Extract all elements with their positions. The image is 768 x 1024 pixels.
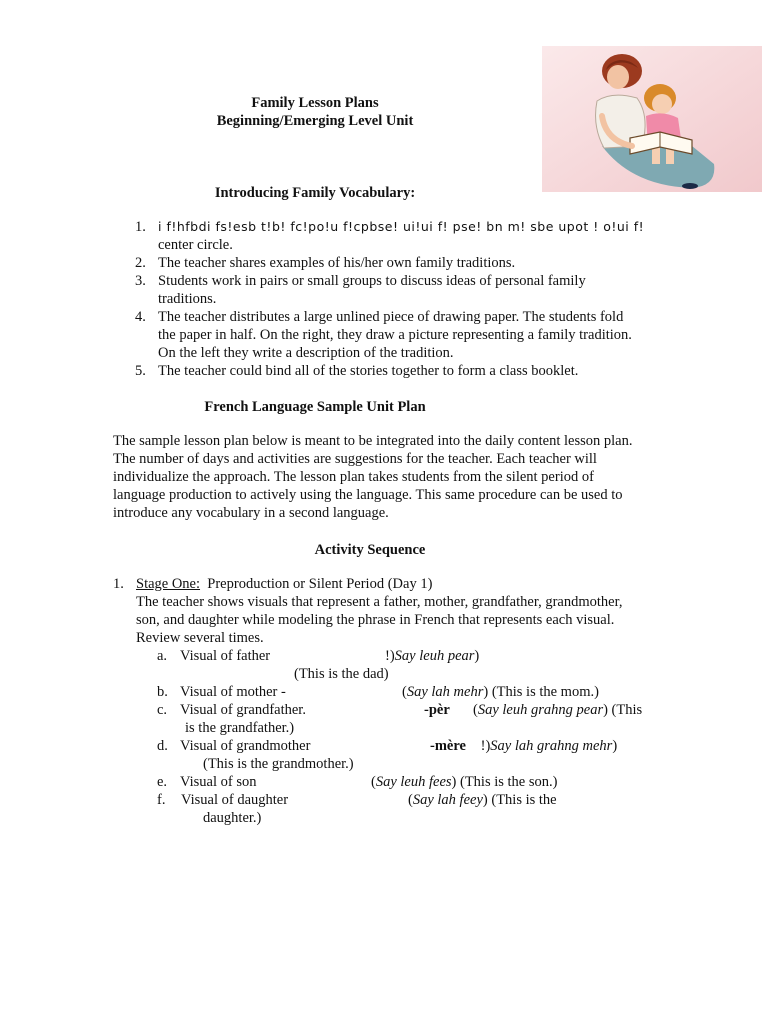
visual-f-translation: daughter.) [203,810,262,826]
list-item: 3. Students work in pairs or small groups to discuss ideas of personal family traditions. [135,273,586,307]
visual-d-french: -mère [430,738,466,754]
document-subtitle: Beginning/Emerging Level Unit [216,113,414,129]
list-item: 4. The teacher distributes a large unlined piece of drawing paper. The students fold the paper in half. On the right, they draw a picture representing a family tradition. On the left they write a description of the tradition. [135,309,632,361]
stage-description-block: The teacher shows visuals that represent a father, mother, grandfather, grandmother, son, and daughter while modeling the phrase in French that represents each visual. Review several times. [136,594,623,646]
visual-c-french: -pèr [424,702,450,718]
visual-a-label: a. [157,648,168,664]
stage-number: 1. [113,576,124,592]
visual-d-text: Visual of grandmother [180,738,311,754]
intro-paragraph: The sample lesson plan below is meant to be integrated into the daily content lesson plan. The number of days and activities are suggestions for the teacher. Each teacher will individualize the approach. The lesson plan takes students from the silent period of language production to actively using the language. This same procedure can be used to introduce any vocabulary in a second language. [113,433,633,521]
visual-b-text: Visual of mother - [180,684,286,700]
visual-d-translation: (This is the grandmother.) [203,756,354,772]
document-title: Family Lesson Plans [251,95,379,111]
list-item: 5. The teacher could bind all of the stories together to form a class booklet. [135,363,579,379]
visual-c-text: Visual of grandfather. [180,702,306,718]
stage-label: Stage One: [136,576,201,592]
list-item: 1. i f!hfbdi fs!esb t!b! fc!po!u f!cpbse! ui!ui f! pse! bn m! sbe upot ! o!ui f! center circle. [135,218,665,254]
visual-c-pronunciation: (Say leuh grahng pear) (This [473,702,643,718]
visual-a-text: Visual of father [180,648,271,664]
visual-a-translation: (This is the dad) [294,666,389,682]
vocabulary-steps-list [135,218,665,380]
list-item: 2. The teacher shares examples of his/her own family traditions. [135,255,516,271]
visual-e-pronunciation: (Say leuh fees) (This is the son.) [371,774,558,790]
garbled-step-text: i f!hfbdi fs!esb t!b! fc!po!u f!cpbse! ui!ui f! pse! bn m! sbe upot ! o!ui f! [158,219,645,234]
visual-b-pronunciation: (Say lah mehr) (This is the mom.) [402,684,599,700]
visual-f-pronunciation: (Say lah feey) (This is the [408,792,557,808]
stage-one-line [136,575,432,593]
visual-d-pronunciation: !)Say lah grahng mehr) [477,738,618,754]
section-heading-vocabulary: Introducing Family Vocabulary: [214,185,416,201]
stage-description: Preproduction or Silent Period (Day 1) [200,576,433,592]
visual-a-pronunciation: !)Say leuh pear) [385,648,480,664]
visual-b-label: b. [157,684,168,700]
visual-c-translation: is the grandfather.) [185,720,295,736]
section-heading-activity-sequence: Activity Sequence [314,542,426,558]
section-heading-french-plan: French Language Sample Unit Plan [204,399,426,415]
visual-f-label: f. [157,792,166,808]
visual-d-label: d. [157,738,168,754]
visual-e-text: Visual of son [180,774,257,790]
visual-f-text: Visual of daughter [181,792,289,808]
visual-e-label: e. [157,774,168,790]
visual-c-label: c. [157,702,168,718]
